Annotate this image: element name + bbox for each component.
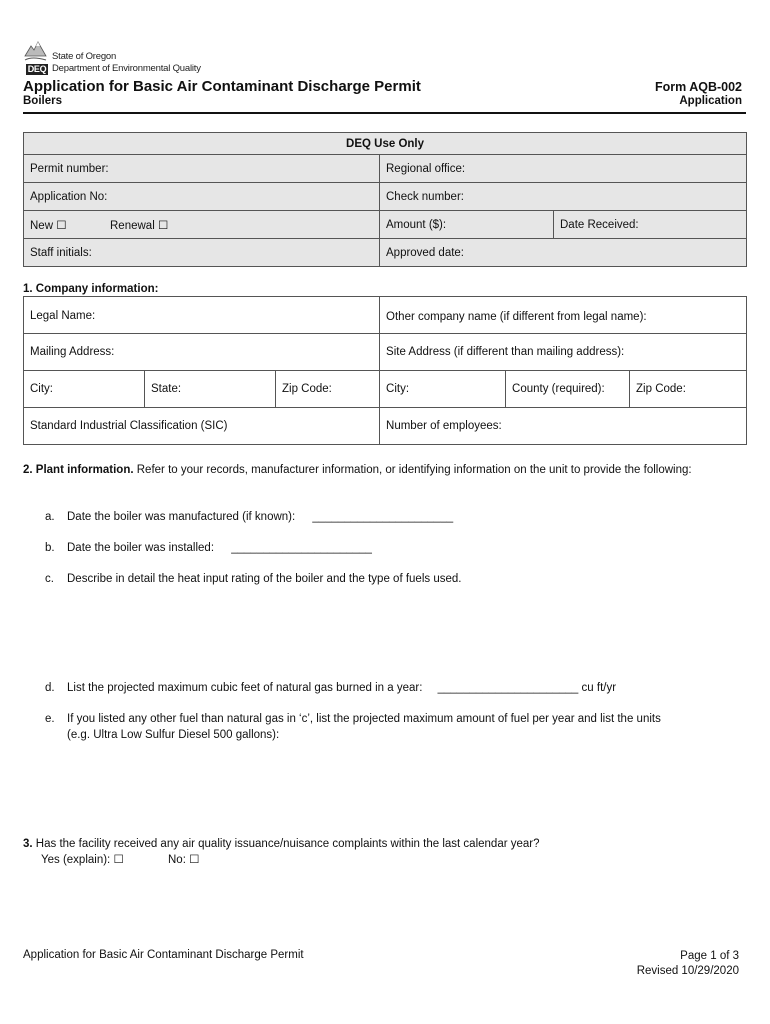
item-d-blank[interactable]: ______________________ bbox=[437, 682, 579, 694]
company-info-table bbox=[23, 296, 747, 445]
plant-info-heading: 2. Plant information. bbox=[23, 464, 134, 476]
deq-logo bbox=[24, 38, 224, 76]
item-a-letter: a. bbox=[45, 511, 55, 523]
no-checkbox[interactable]: No: ☐ bbox=[168, 854, 200, 866]
regional-office-field[interactable]: Regional office: bbox=[380, 155, 747, 183]
complaints-question: Has the facility received any air quality issuance/nuisance complaints within the last calendar year? bbox=[35, 838, 540, 850]
agency-state: State of Oregon bbox=[52, 51, 117, 62]
yes-explain-checkbox[interactable]: Yes (explain): ☐ bbox=[41, 854, 124, 866]
item-e-letter: e. bbox=[45, 713, 55, 725]
item-e-text-2: (e.g. Ultra Low Sulfur Diesel 500 gallons): bbox=[67, 729, 280, 741]
item-c bbox=[45, 571, 745, 587]
employees-field[interactable]: Number of employees: bbox=[380, 408, 747, 445]
item-d-text: List the projected maximum cubic feet of natural gas burned in a year: bbox=[67, 682, 423, 694]
other-company-name-field[interactable]: Other company name (if different from legal name): bbox=[380, 297, 747, 334]
form-type: Application bbox=[679, 95, 742, 107]
item-a-text: Date the boiler was manufactured (if known): bbox=[67, 511, 296, 523]
amount-field[interactable]: Amount ($): bbox=[380, 211, 554, 239]
mountain-icon bbox=[24, 38, 48, 64]
deq-use-table bbox=[23, 132, 747, 267]
site-city-field[interactable]: City: bbox=[380, 371, 506, 408]
agency-department: Department of Environmental Quality bbox=[52, 63, 201, 74]
site-zip-code-field[interactable]: Zip Code: bbox=[630, 371, 747, 408]
page-title: Application for Basic Air Contaminant Discharge Permit bbox=[23, 78, 421, 95]
revised-date: Revised 10/29/2020 bbox=[636, 965, 739, 977]
county-field[interactable]: County (required): bbox=[506, 371, 630, 408]
legal-name-field[interactable]: Legal Name: bbox=[24, 297, 380, 334]
footer-meta bbox=[637, 949, 739, 979]
item-b bbox=[45, 540, 745, 556]
state-field[interactable]: State: bbox=[145, 371, 276, 408]
mailing-address-field[interactable]: Mailing Address: bbox=[24, 334, 380, 371]
staff-initials-field[interactable]: Staff initials: bbox=[24, 239, 380, 267]
sic-field[interactable]: Standard Industrial Classification (SIC) bbox=[24, 408, 380, 445]
approved-date-field[interactable]: Approved date: bbox=[380, 239, 747, 267]
permit-number-field[interactable]: Permit number: bbox=[24, 155, 380, 183]
item-b-blank[interactable]: ______________________ bbox=[231, 542, 372, 554]
plant-info-intro bbox=[23, 462, 723, 478]
item-b-letter: b. bbox=[45, 542, 55, 554]
item-e bbox=[45, 711, 745, 743]
complaints-section bbox=[23, 836, 540, 868]
zip-code-field[interactable]: Zip Code: bbox=[276, 371, 380, 408]
new-renewal-cell bbox=[24, 211, 380, 239]
item-d-letter: d. bbox=[45, 682, 55, 694]
renewal-checkbox[interactable]: Renewal ☐ bbox=[110, 219, 169, 232]
page-number: Page 1 of 3 bbox=[680, 950, 739, 962]
item-c-text: Describe in detail the heat input rating of the boiler and the type of fuels used. bbox=[67, 573, 462, 585]
site-address-field[interactable]: Site Address (if different than mailing address): bbox=[380, 334, 747, 371]
plant-info-text: Refer to your records, manufacturer information, or identifying information on the unit to provide the following: bbox=[136, 464, 692, 476]
item-d bbox=[45, 680, 745, 696]
page-subtitle: Boilers bbox=[23, 95, 62, 107]
date-received-field[interactable]: Date Received: bbox=[554, 211, 747, 239]
city-field[interactable]: City: bbox=[24, 371, 145, 408]
header-divider bbox=[23, 112, 746, 114]
item-a-blank[interactable]: ______________________ bbox=[312, 511, 454, 523]
item-d-unit: cu ft/yr bbox=[581, 682, 617, 694]
application-no-field[interactable]: Application No: bbox=[24, 183, 380, 211]
form-number: Form AQB-002 bbox=[654, 80, 742, 94]
complaints-number: 3. bbox=[23, 838, 33, 850]
item-a bbox=[45, 509, 745, 525]
footer-title: Application for Basic Air Contaminant Discharge Permit bbox=[23, 949, 304, 961]
item-b-text: Date the boiler was installed: bbox=[67, 542, 215, 554]
new-checkbox[interactable]: New ☐ bbox=[30, 219, 67, 232]
item-c-letter: c. bbox=[45, 573, 54, 585]
item-e-text-1: If you listed any other fuel than natural gas in ‘c’, list the projected maximum amount of fuel per year and list the units bbox=[67, 713, 661, 725]
deq-use-heading: DEQ Use Only bbox=[24, 133, 747, 155]
company-info-heading: 1. Company information: bbox=[23, 283, 159, 295]
check-number-field[interactable]: Check number: bbox=[380, 183, 747, 211]
deq-badge: DEQ bbox=[27, 64, 47, 74]
